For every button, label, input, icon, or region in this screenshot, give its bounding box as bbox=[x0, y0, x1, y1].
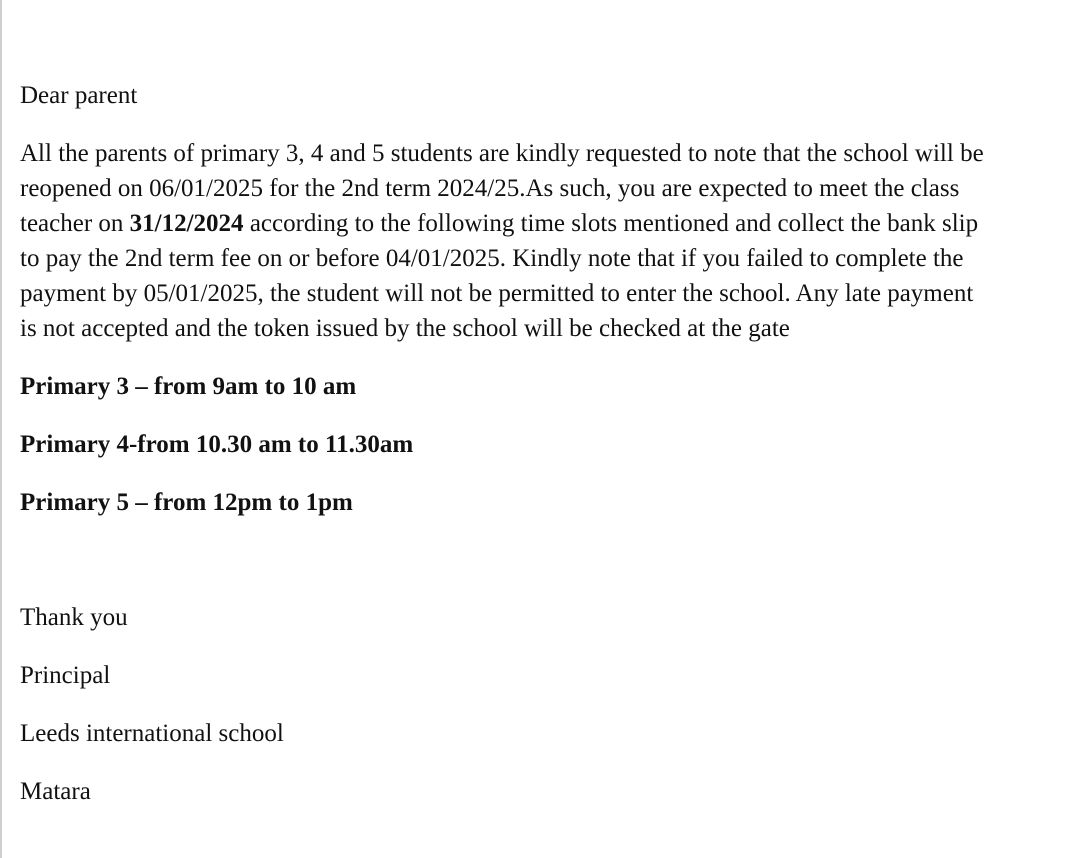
body-line: is not accepted and the token issued by the school will be checked at the gate bbox=[20, 315, 790, 342]
body-line: payment by 05/01/2025, the student will not be permitted to enter the school. Any late payment bbox=[20, 280, 974, 307]
body-line: All the parents of primary 3, 4 and 5 students are kindly requested to note that the school will be bbox=[20, 140, 984, 167]
closing: Thank you bbox=[20, 604, 128, 631]
signatory-title: Principal bbox=[20, 662, 111, 689]
body-line: teacher on 31/12/2024 according to the following time slots mentioned and collect the bank slip bbox=[20, 210, 979, 237]
meeting-date: 31/12/2024 bbox=[129, 210, 244, 237]
time-slot-primary-3: Primary 3 – from 9am to 10 am bbox=[20, 373, 357, 400]
school-name: Leeds international school bbox=[20, 720, 284, 747]
body-line: to pay the 2nd term fee on or before 04/01/2025. Kindly note that if you failed to complete the bbox=[20, 245, 964, 272]
body-line: reopened on 06/01/2025 for the 2nd term 2024/25.As such, you are expected to meet the class bbox=[20, 175, 960, 202]
salutation: Dear parent bbox=[20, 82, 138, 109]
time-slot-primary-4: Primary 4-from 10.30 am to 11.30am bbox=[20, 431, 414, 458]
letter bbox=[20, 78, 1065, 809]
body-paragraph bbox=[20, 136, 1065, 346]
location: Matara bbox=[20, 778, 91, 805]
time-slot-primary-5: Primary 5 – from 12pm to 1pm bbox=[20, 489, 353, 516]
